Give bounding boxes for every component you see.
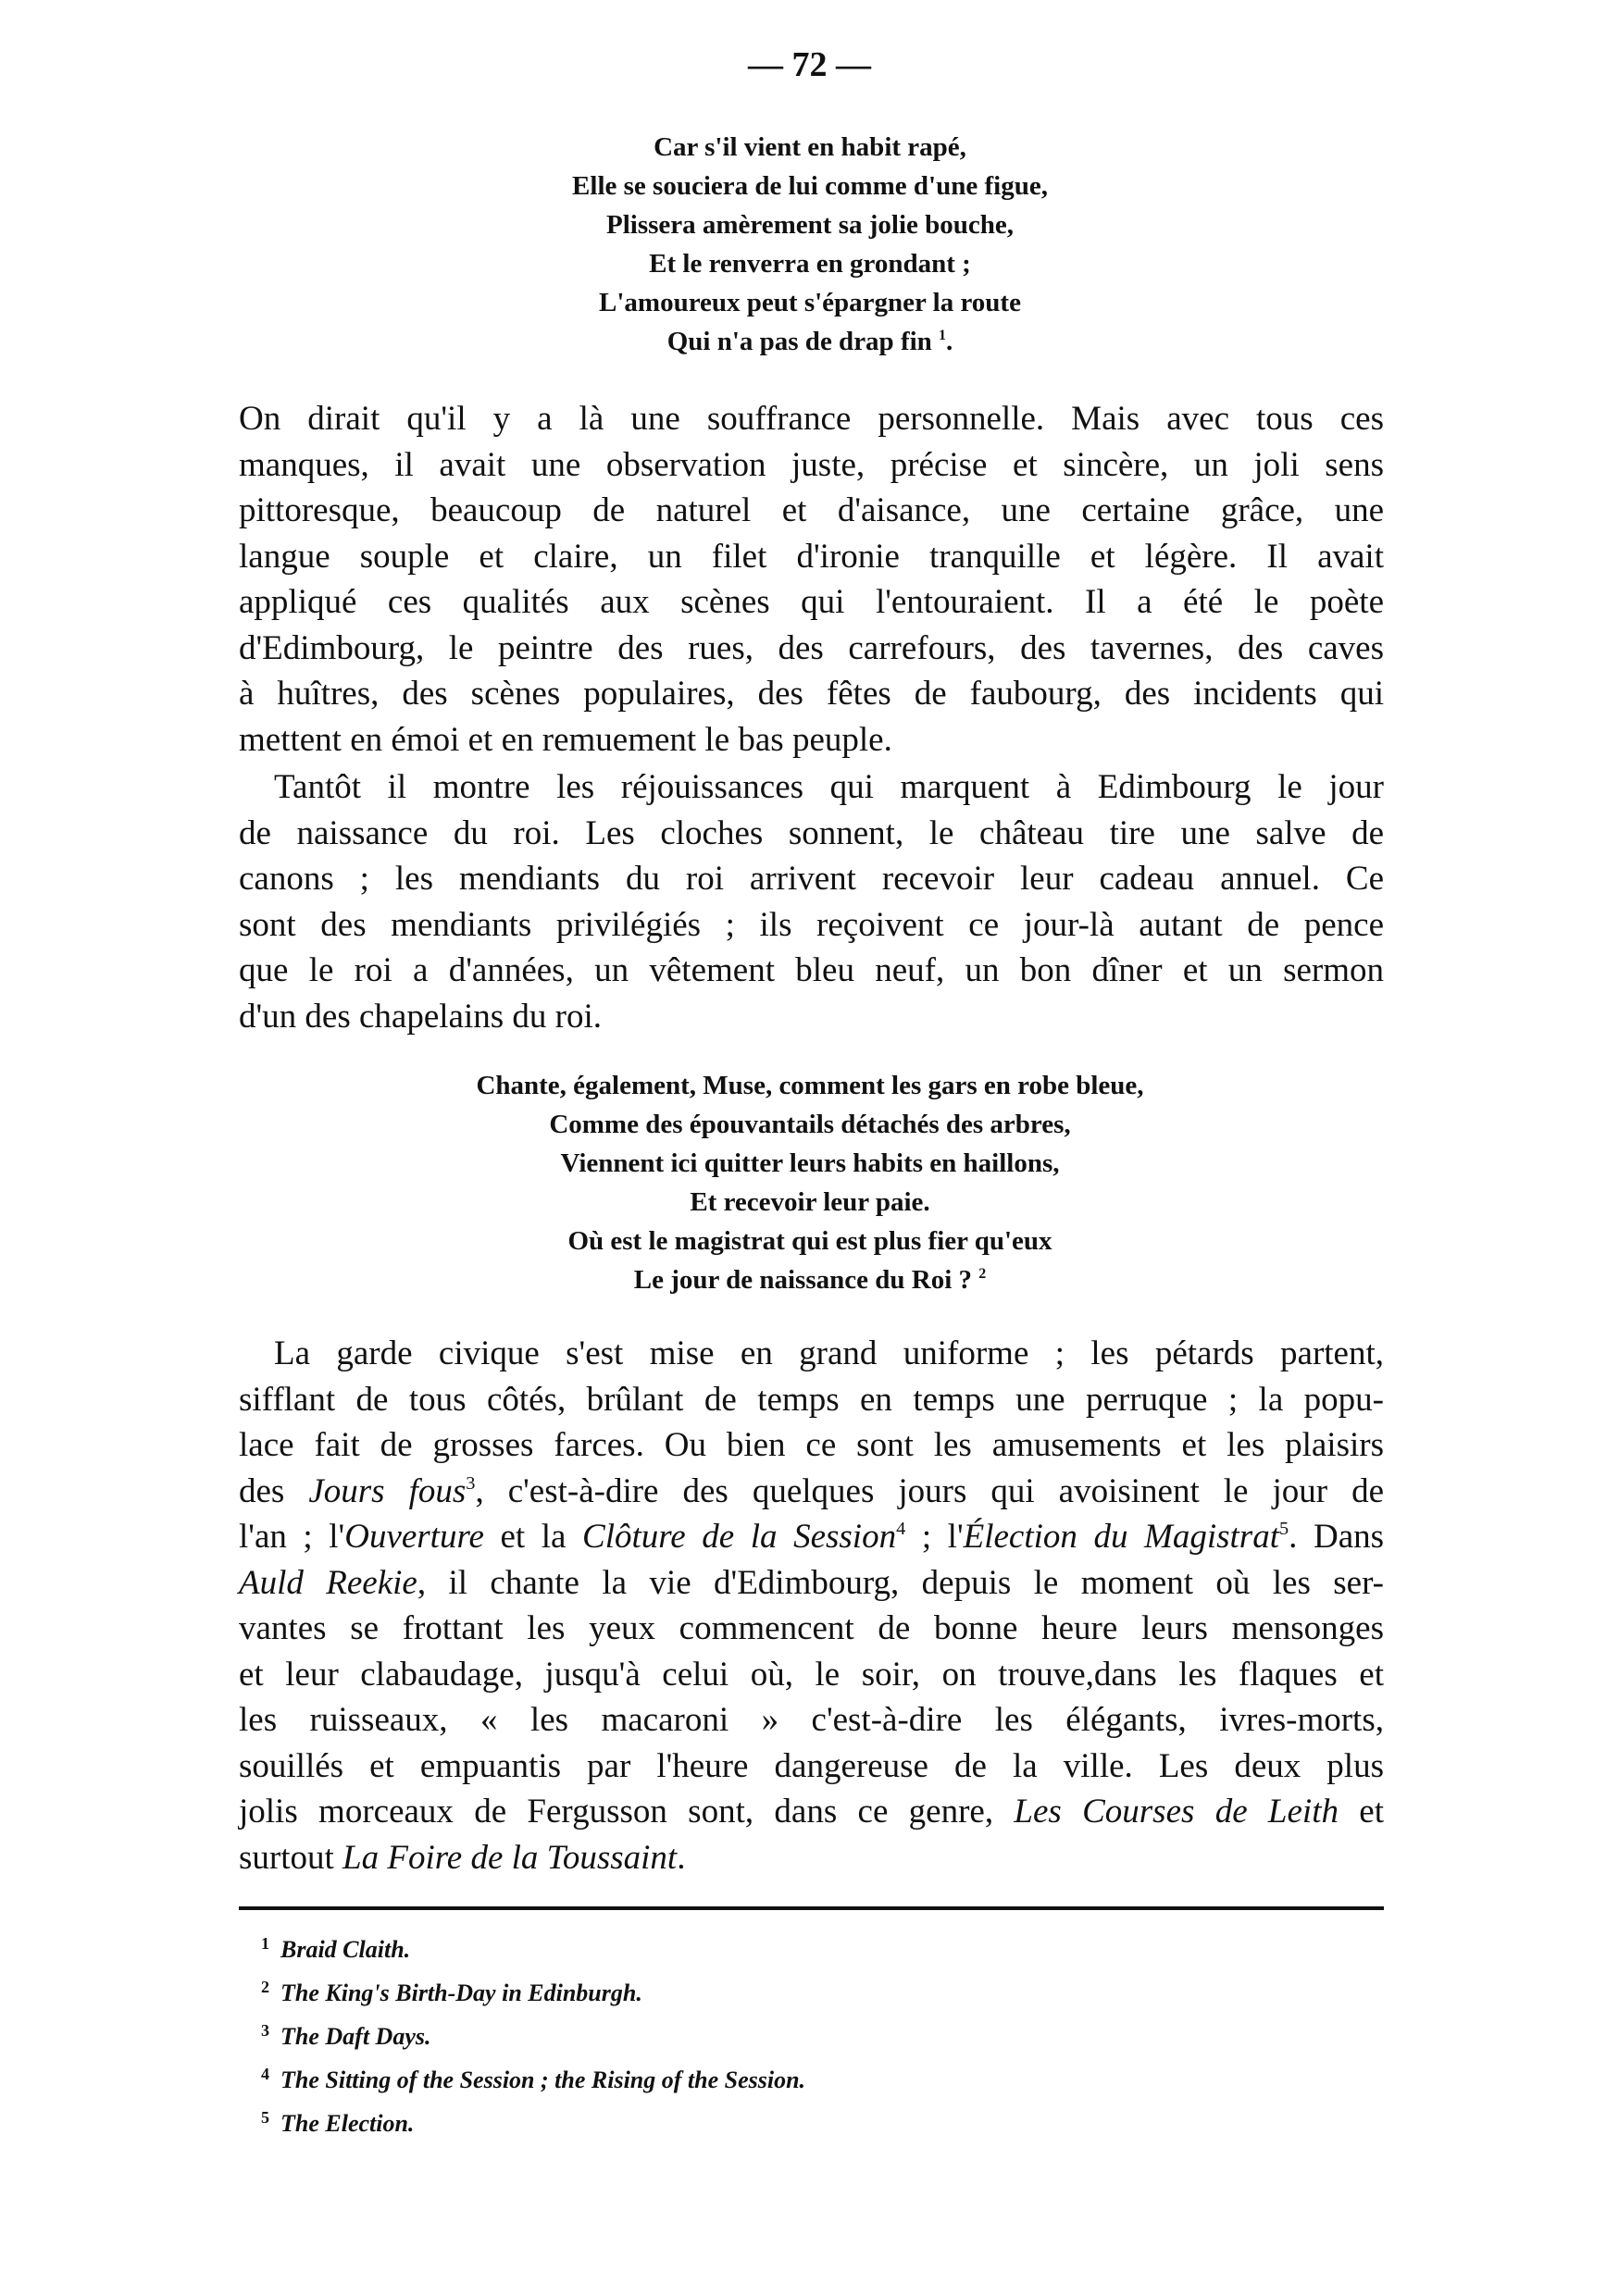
text-run: Le jour de naissance du Roi ? xyxy=(633,1265,979,1295)
footnote-number: 5 xyxy=(261,2108,269,2127)
verse-line: Où est le magistrat qui est plus fier qu'eux xyxy=(567,1226,1052,1256)
text-line xyxy=(239,534,1384,580)
text-run: Qui n'a pas de drap fin xyxy=(666,327,940,356)
text-run: sifflant de tous côtés, brûlant de temps en temps une perruque ; la popu- xyxy=(239,1380,1384,1419)
text-line xyxy=(239,717,1384,763)
italic-title: Clôture de la Session xyxy=(582,1518,897,1556)
footnote-number: 2 xyxy=(261,1978,269,1996)
text-run: d'un des chapelains du roi. xyxy=(239,997,602,1036)
text-line xyxy=(239,811,1384,857)
text-line xyxy=(239,1469,1384,1515)
text-run: et leur clabaudage, jusqu'à celui où, le soir, on trouve,dans les flaques et xyxy=(239,1655,1384,1694)
text-line xyxy=(239,1331,1384,1377)
text-line xyxy=(239,396,1384,442)
text-run: surtout xyxy=(239,1838,343,1877)
text-line xyxy=(239,671,1384,717)
text-run: Tantôt il montre les réjouissances qui marquent à Edimbourg le jour xyxy=(274,768,1384,806)
text-run: à huîtres, des scènes populaires, des fêtes de faubourg, des incidents qui xyxy=(239,675,1384,713)
text-run: . xyxy=(677,1838,686,1877)
footnote xyxy=(261,2099,805,2142)
text-line xyxy=(239,1377,1384,1423)
text-run: et xyxy=(1339,1793,1385,1831)
italic-title: Les Courses de Leith xyxy=(1014,1793,1339,1831)
italic-title: Ouverture xyxy=(344,1518,484,1556)
footnote xyxy=(261,2055,805,2099)
text-line xyxy=(239,1744,1384,1790)
text-line xyxy=(239,764,1384,811)
text-line xyxy=(239,856,1384,902)
footnote-number: 3 xyxy=(261,2021,269,2040)
text-run: canons ; les mendiants du roi arrivent recevoir leur cadeau annuel. Ce xyxy=(239,860,1384,898)
text-run: . xyxy=(946,327,953,356)
footnote-divider xyxy=(239,1906,1384,1910)
text-run: manques, il avait une observation juste, précise et sincère, un joli sens xyxy=(239,445,1384,484)
verse-line: Plissera amèrement sa jolie bouche, xyxy=(605,210,1014,240)
footnote xyxy=(261,2012,805,2055)
text-run: On dirait qu'il y a là une souffrance personnelle. Mais avec tous ces xyxy=(239,400,1384,438)
text-line xyxy=(239,626,1384,672)
text-line xyxy=(239,1697,1384,1744)
text-run: ; l' xyxy=(905,1518,964,1556)
paragraph-3 xyxy=(239,1331,1384,1880)
text-run: de naissance du roi. Les cloches sonnent, le château tire une salve de xyxy=(239,813,1384,852)
text-line xyxy=(239,1789,1384,1835)
italic-title: Jours fous xyxy=(308,1471,467,1510)
footnote-ref: 4 xyxy=(896,1518,906,1539)
footnote-text: The Sitting of the Session ; the Rising of the Session. xyxy=(280,2066,806,2093)
text-run: pittoresque, beaucoup de naturel et d'aisance, une certaine grâce, une xyxy=(239,491,1384,529)
text-line xyxy=(239,1606,1384,1652)
text-line xyxy=(239,1560,1384,1607)
text-run: appliqué ces qualités aux scènes qui l'entouraient. Il a été le poète xyxy=(239,583,1384,621)
text-line xyxy=(239,1835,1384,1881)
verse-line: Chante, également, Muse, comment les gars en robe bleue, xyxy=(476,1071,1144,1100)
text-run: et la xyxy=(483,1518,583,1556)
text-run: sont des mendiants privilégiés ; ils reçoivent ce jour-là autant de pence xyxy=(239,905,1384,944)
text-line xyxy=(239,1514,1384,1560)
verse-line: L'amoureux peut s'épargner la route xyxy=(599,288,1021,317)
text-run: les ruisseaux, « les macaroni » c'est-à-dire les élégants, ivres-morts, xyxy=(239,1701,1384,1739)
italic-title: Auld Reekie xyxy=(239,1563,417,1602)
verse-line xyxy=(347,322,1273,361)
text-run: , il chante la vie d'Edimbourg, depuis le moment où les ser- xyxy=(417,1563,1384,1602)
text-line xyxy=(239,948,1384,994)
text-run: d'Edimbourg, le peintre des rues, des carrefours, des tavernes, des caves xyxy=(239,628,1384,667)
text-run: des xyxy=(239,1471,309,1510)
page-number: — 72 — xyxy=(748,45,871,84)
text-run: , c'est-à-dire des quelques jours qui avoisinent le jour de xyxy=(475,1471,1385,1510)
text-run: . Dans xyxy=(1289,1518,1385,1556)
paragraph-2 xyxy=(239,764,1384,1039)
text-run: que le roi a d'années, un vêtement bleu neuf, un bon dîner et un sermon xyxy=(239,951,1384,989)
text-line xyxy=(239,1422,1384,1469)
footnote-number: 1 xyxy=(261,1934,269,1953)
text-run: La garde civique s'est mise en grand uniforme ; les pétards partent, xyxy=(274,1334,1384,1372)
footnote xyxy=(261,1968,805,2012)
text-run: mettent en émoi et en remuement le bas peuple. xyxy=(239,720,892,759)
verse-block-2 xyxy=(347,1066,1273,1299)
verse-block-1 xyxy=(347,128,1273,361)
footnote-text: Braid Claith. xyxy=(280,1936,411,1963)
footnote-ref: 5 xyxy=(1279,1518,1289,1539)
verse-line: Viennent ici quitter leurs habits en haillons, xyxy=(560,1148,1060,1178)
footnote-ref: 2 xyxy=(978,1265,987,1282)
footnote-text: The King's Birth-Day in Edinburgh. xyxy=(280,1980,642,2006)
footnotes xyxy=(261,1925,805,2142)
text-line xyxy=(239,442,1384,489)
italic-title: La Foire de la Toussaint xyxy=(342,1838,678,1877)
verse-line: Comme des épouvantails détachés des arbres, xyxy=(549,1110,1071,1139)
text-run: souillés et empuantis par l'heure dangereuse de la ville. Les deux plus xyxy=(239,1746,1384,1785)
italic-title: Élection du Magistrat xyxy=(963,1518,1279,1556)
text-line xyxy=(239,902,1384,949)
footnote-text: The Election. xyxy=(280,2110,415,2137)
text-run: jolis morceaux de Fergusson sont, dans ce genre, xyxy=(239,1793,1015,1831)
text-line xyxy=(239,579,1384,626)
verse-line xyxy=(347,1260,1273,1299)
paragraph-1 xyxy=(239,396,1384,763)
verse-line: Et recevoir leur paie. xyxy=(690,1187,930,1217)
text-line xyxy=(239,994,1384,1040)
text-line xyxy=(239,1652,1384,1698)
verse-line: Car s'il vient en habit rapé, xyxy=(654,132,966,162)
footnote-ref: 3 xyxy=(466,1472,476,1494)
text-run: l'an ; l' xyxy=(239,1518,345,1556)
verse-line: Et le renverra en grondant ; xyxy=(649,249,971,279)
text-run: lace fait de grosses farces. Ou bien ce sont les amusements et les plaisirs xyxy=(239,1426,1384,1464)
text-run: vantes se frottant les yeux commencent de bonne heure leurs mensonges xyxy=(239,1609,1384,1647)
footnote xyxy=(261,1925,805,1968)
verse-line: Elle se souciera de lui comme d'une figue, xyxy=(572,171,1048,201)
text-run: langue souple et claire, un filet d'ironie tranquille et légère. Il avait xyxy=(239,537,1384,576)
footnote-text: The Daft Days. xyxy=(280,2023,431,2050)
footnote-number: 4 xyxy=(261,2065,269,2083)
footnote-ref: 1 xyxy=(939,327,947,343)
text-line xyxy=(239,488,1384,534)
